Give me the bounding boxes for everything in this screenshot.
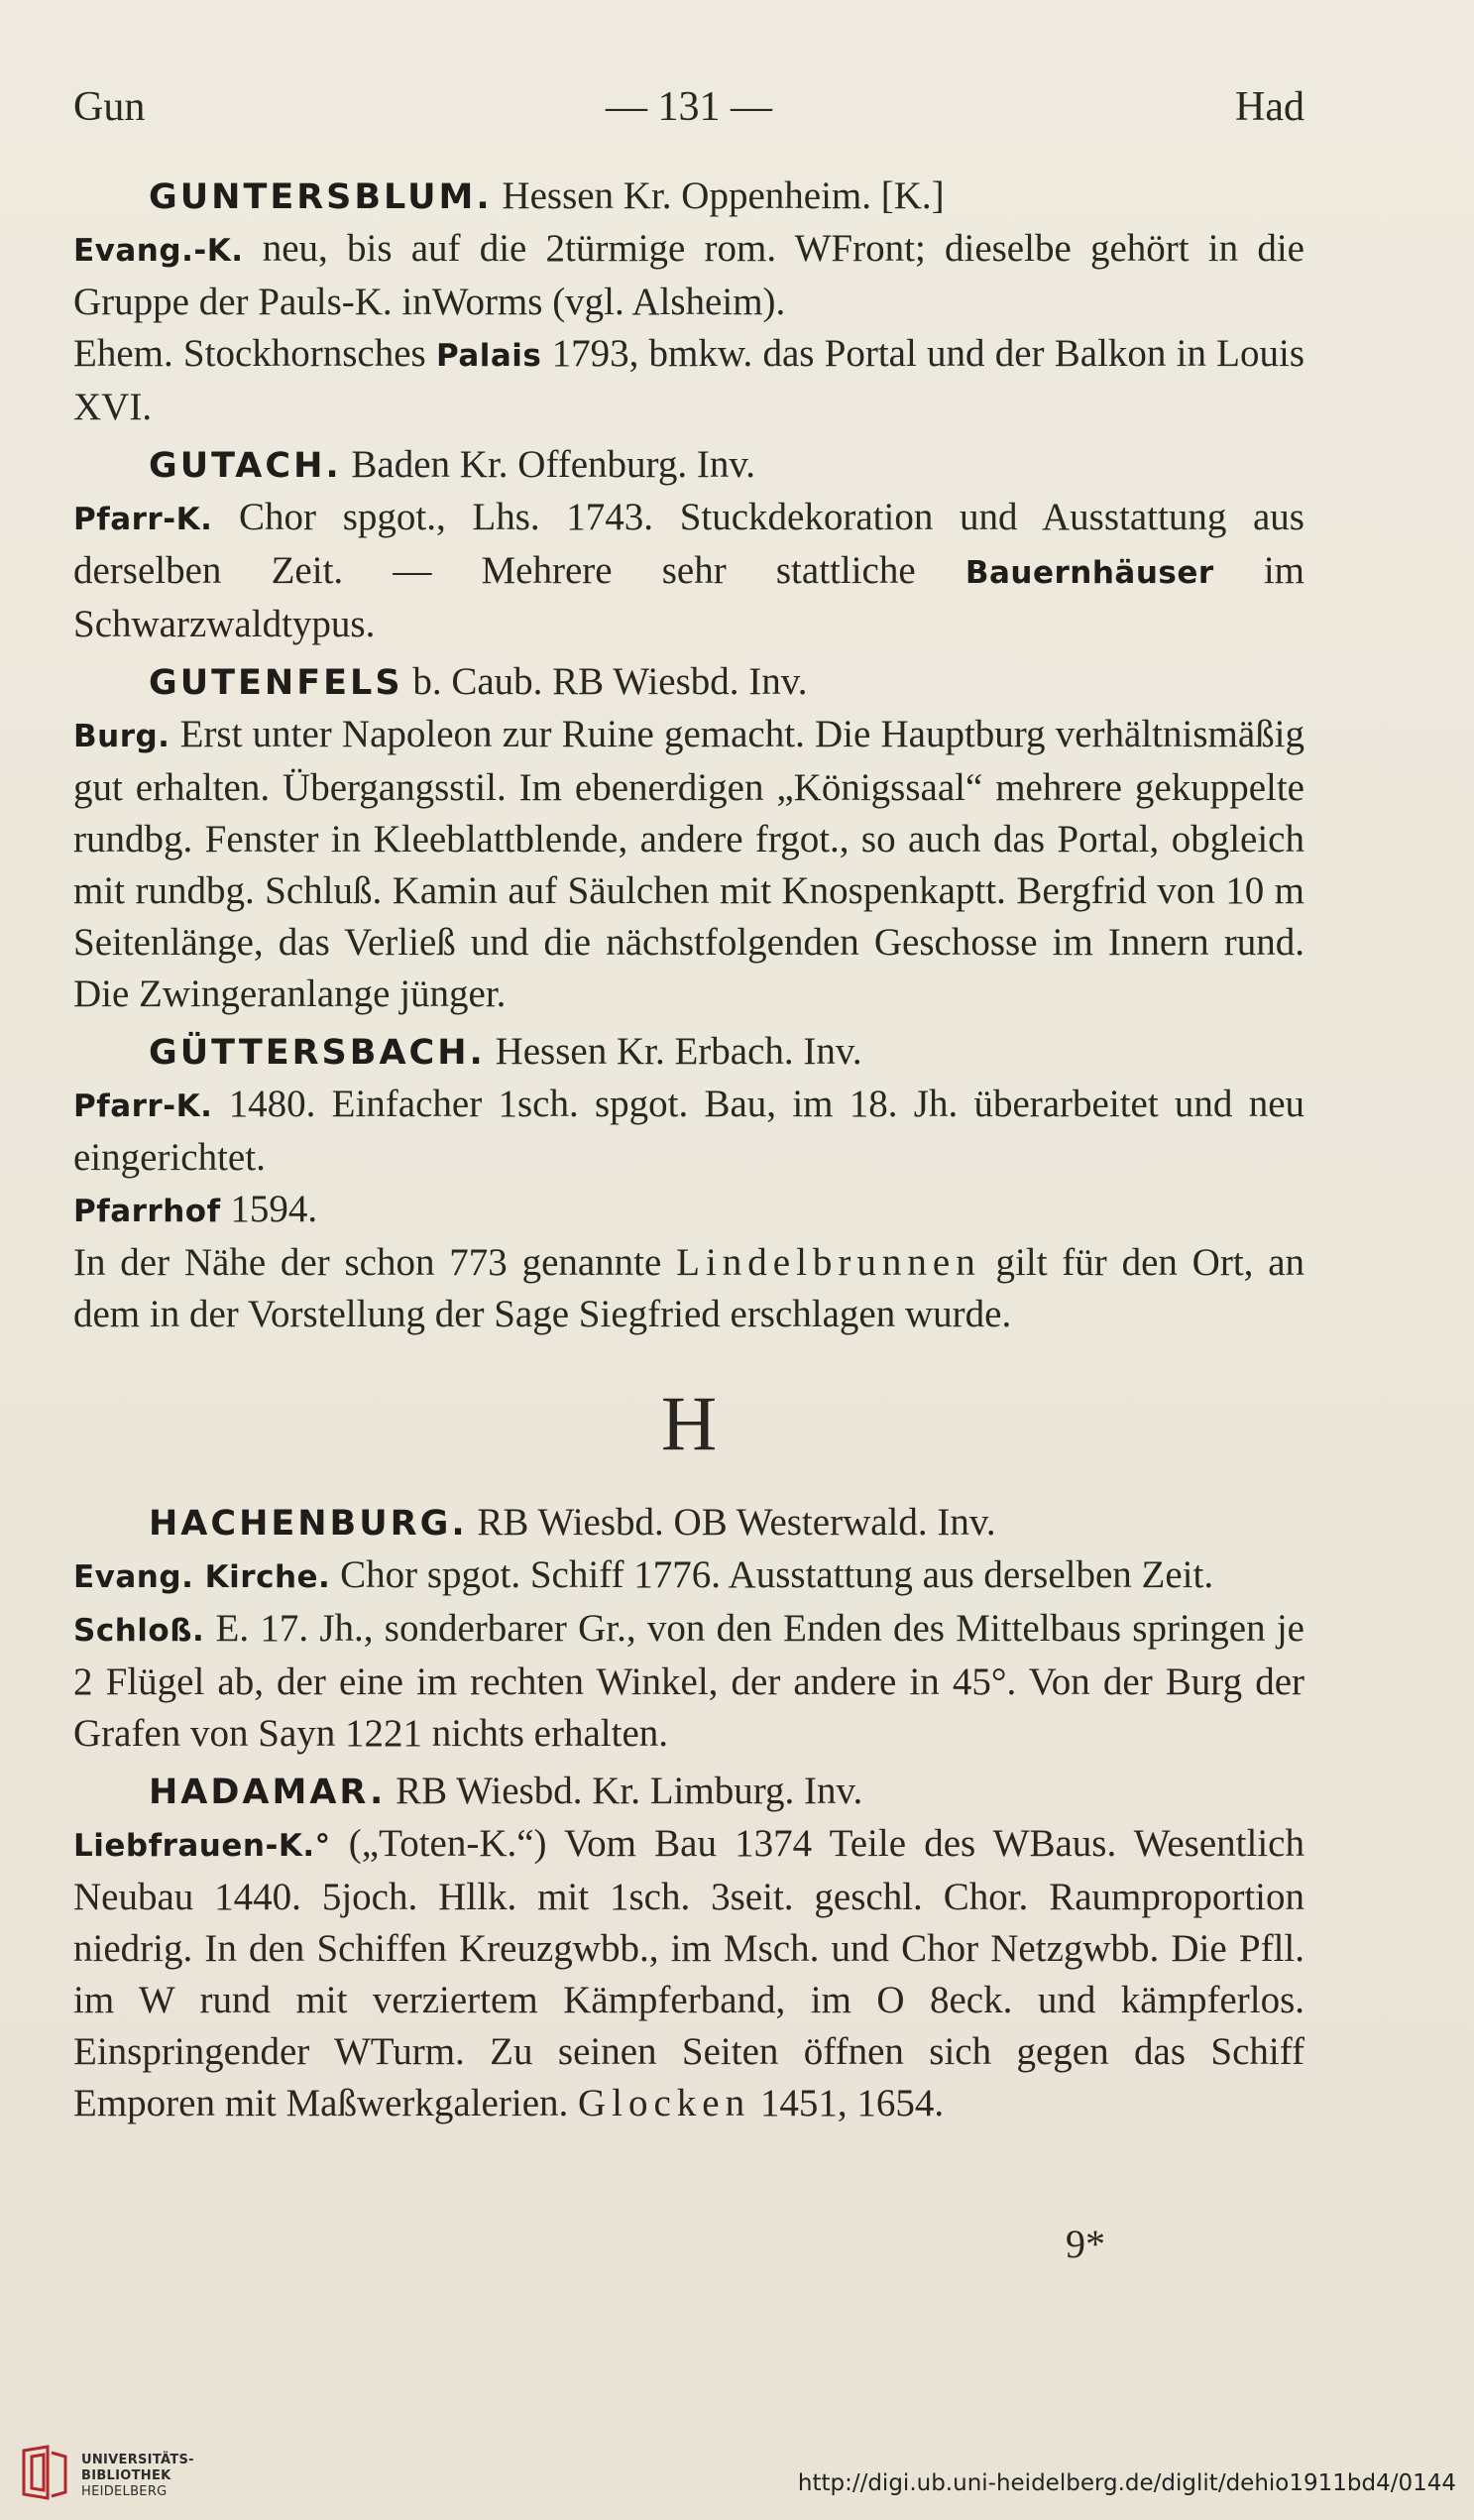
spaced-term: Glocken (578, 2082, 751, 2124)
place-details: RB Wiesbd. OB Westerwald. Inv. (467, 1501, 996, 1544)
paragraph-text: Chor spgot., Lhs. 1743. Stuckdekoration und Ausstattung aus derselben Zeit. — Mehrere sehr stattliche (73, 496, 1304, 592)
entry-heading (73, 1026, 1304, 1079)
library-logo-icon (18, 2443, 73, 2502)
entry-heading (73, 1497, 1304, 1549)
place-details: RB Wiesbd. Kr. Limburg. Inv. (386, 1770, 863, 1812)
place-name: GUTENFELS (149, 663, 403, 703)
paragraph-text: Chor spgot. Schiff 1776. Ausstattung aus derselben Zeit. (330, 1553, 1214, 1596)
entry-gutenfels (73, 656, 1304, 1020)
entry-guntersblum (73, 171, 1304, 433)
entry-heading (73, 439, 1304, 492)
entry-heading (73, 171, 1304, 223)
library-name-line1: UNIVERSITÄTS- (81, 2453, 194, 2467)
paragraph-text: In der Nähe der schon 773 genannte (73, 1241, 677, 1284)
keyword: Pfarr-K. (73, 502, 213, 537)
entry-paragraph (73, 1603, 1304, 1760)
paragraph-text: E. 17. Jh., sonderbarer Gr., von den Enden des Mittelbaus springen je 2 Flügel ab, der eine im rechten Winkel, der andere in 45°. Von der Burg der Grafen von Sayn 1221 nichts erhalten. (73, 1607, 1304, 1755)
keyword: Palais (435, 338, 542, 374)
entry-heading (73, 1766, 1304, 1818)
paragraph-text: 1480. Einfacher 1sch. spgot. Bau, im 18. Jh. überarbeitet und neu eingerichtet. (73, 1083, 1304, 1179)
running-header (73, 77, 1304, 137)
spaced-term: Lindelbrunnen (676, 1241, 981, 1284)
place-name: HADAMAR. (149, 1773, 387, 1812)
entry-paragraph (73, 1818, 1304, 2129)
keyword: Evang.-K. (73, 233, 244, 269)
place-name: GUTACH. (149, 446, 342, 486)
entry-paragraph (73, 1079, 1304, 1184)
paragraph-text: 1451, 1654. (750, 2082, 945, 2124)
text-body (73, 171, 1304, 2135)
paragraph-text: Ehem. Stockhornsches (73, 332, 436, 375)
place-details: Hessen Kr. Oppenheim. [K.] (492, 174, 945, 217)
keyword: Pfarrhof (73, 1194, 221, 1229)
paragraph-text: im Schwarzwaldtypus. (73, 549, 1305, 645)
entry-paragraph (73, 1549, 1304, 1603)
place-name: HACHENBURG. (149, 1504, 468, 1544)
paragraph-text: („Toten-K.“) Vom Bau 1374 Teile des WBaus. Wesentlich Neubau 1440. 5joch. Hllk. mit 1sch. 3seit. geschl. Chor. Raumproportion niedrig. In den Schiffen Kreuzgwbb., im Msch. und Chor Netzgwbb. Die Pfll. im W rund mit verziertem Kämpferband, im O 8eck. und kämpferlos. Einspringender WTurm. Zu seinen Seiten öffnen sich gegen das Schiff Emporen mit Maßwerkgalerien. (73, 1822, 1304, 2124)
keyword: Burg. (73, 719, 170, 754)
entry-paragraph (73, 223, 1304, 328)
page-number: — 131 — (606, 84, 772, 130)
entry-hadamar (73, 1766, 1304, 2129)
entry-paragraph (73, 328, 1304, 433)
place-details: Baden Kr. Offenburg. Inv. (341, 443, 756, 486)
entry-paragraph (73, 1237, 1304, 1340)
header-left: Gun (73, 84, 146, 130)
place-details: Hessen Kr. Erbach. Inv. (485, 1030, 862, 1073)
section-letter: H (660, 1380, 718, 1466)
entry-paragraph (73, 492, 1304, 650)
signature-mark: 9* (1066, 2222, 1105, 2266)
header-right: Had (1235, 84, 1304, 130)
paragraph-text: Erst unter Napoleon zur Ruine gemacht. Die Hauptburg verhältnismäßig gut erhalten. Übergangsstil. Im ebenerdigen „Königssaal“ mehrere gekuppelte rundbg. Fenster in Kleeblattblende, andere frgot., so auch das Portal, obgleich mit rundbg. Schluß. Kamin auf Säulchen mit Knospenkaptt. Bergfrid von 10 m Seitenlänge, das Verließ und die nächstfolgenden Geschosse im Innern rund. Die Zwingeranlange jünger. (73, 713, 1304, 1015)
paragraph-text: neu, bis auf die 2türmige rom. WFront; dieselbe gehört in die Gruppe der Pauls-K. inWorms (vgl. Alsheim). (73, 227, 1304, 323)
keyword: Bauernhäuser (964, 555, 1214, 591)
place-name: GUNTERSBLUM. (149, 177, 493, 217)
paragraph-text: 1594. (220, 1188, 318, 1230)
paragraph-text: 1793, bmkw. das Portal und der Balkon in Louis XVI. (73, 332, 1304, 428)
place-name: GÜTTERSBACH. (149, 1033, 486, 1073)
library-name-line3: HEIDELBERG (81, 2484, 168, 2499)
entry-paragraph (73, 709, 1304, 1020)
entry-gutach (73, 439, 1304, 650)
keyword: Schloß. (73, 1613, 205, 1649)
source-url-link[interactable]: http://digi.ub.uni-heidelberg.de/diglit/dehio1911bd4/0144 (797, 2470, 1456, 2496)
keyword: Liebfrauen-K.° (73, 1828, 331, 1864)
library-logo[interactable] (18, 2443, 206, 2502)
keyword: Pfarr-K. (73, 1088, 213, 1124)
entry-heading (73, 656, 1304, 709)
paragraph-text: gilt für den Ort, an dem in der Vorstellung der Sage Siegfried erschlagen wurde. (73, 1241, 1304, 1335)
entry-guettersbach (73, 1026, 1304, 1340)
library-name-line2: BIBLIOTHEK (81, 2468, 171, 2483)
entry-hachenburg (73, 1497, 1304, 1760)
keyword: Evang. Kirche. (73, 1559, 331, 1595)
place-details: b. Caub. RB Wiesbd. Inv. (402, 660, 808, 703)
entry-paragraph (73, 1184, 1304, 1237)
